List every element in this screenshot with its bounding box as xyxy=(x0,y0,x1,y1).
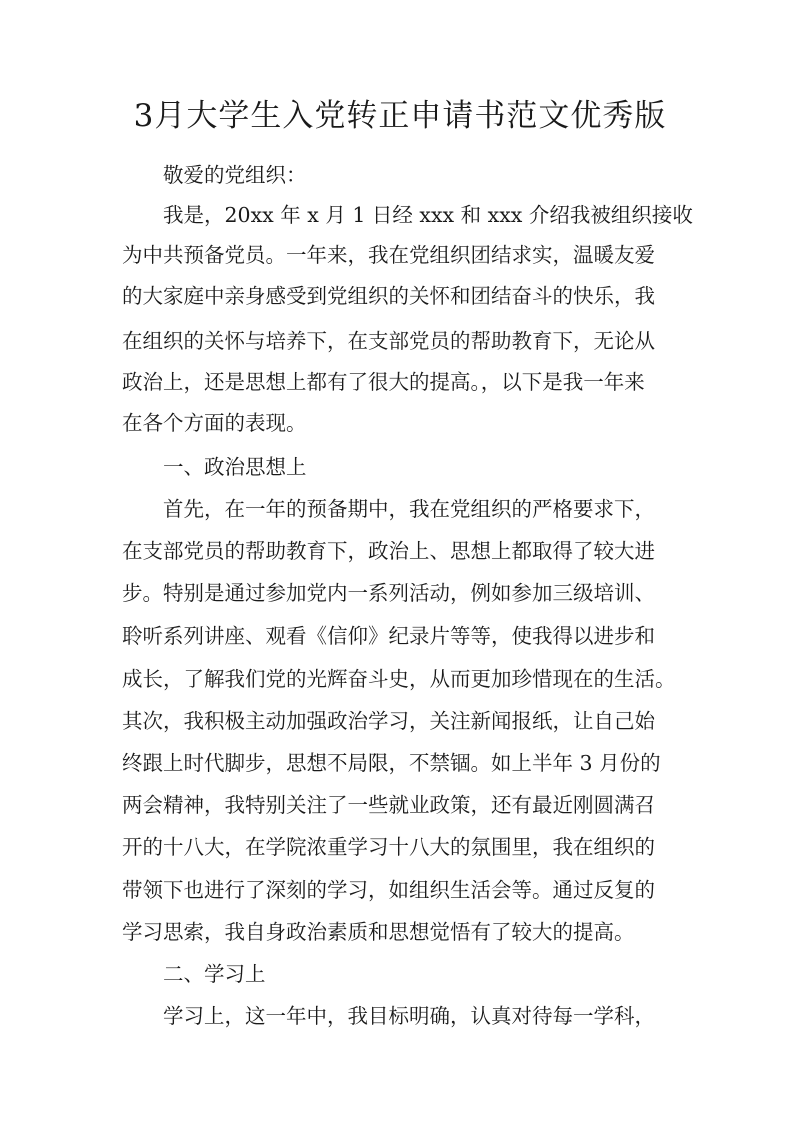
paragraph-line: 学习上，这一年中，我目标明确，认真对待每一学科， xyxy=(163,1004,655,1028)
section-heading-study: 二、学习上 xyxy=(163,962,266,986)
paragraph-line: 带领下也进行了深刻的学习，如组织生活会等。通过反复的 xyxy=(122,878,655,902)
paragraph-line: 终跟上时代脚步，思想不局限，不禁锢。如上半年 3 月份的 xyxy=(122,751,661,775)
paragraph-line: 两会精神，我特别关注了一些就业政策，还有最近刚圆满召 xyxy=(122,793,655,817)
paragraph-line: 成长，了解我们党的光辉奋斗史，从而更加珍惜现在的生活。 xyxy=(122,667,676,691)
paragraph-line: 政治上，还是思想上都有了很大的提高。，以下是我一年来 xyxy=(122,370,645,394)
paragraph-line: 我是，20xx 年 x 月 1 日经 xxx 和 xxx 介绍我被组织接收 xyxy=(163,203,693,227)
salutation: 敬爱的党组织： xyxy=(163,163,307,187)
paragraph-line: 学习思索，我自身政治素质和思想觉悟有了较大的提高。 xyxy=(122,920,635,944)
paragraph-line: 在各个方面的表现。 xyxy=(122,411,307,435)
paragraph-line: 的大家庭中亲身感受到党组织的关怀和团结奋斗的快乐，我 xyxy=(122,284,655,308)
paragraph-line: 步。特别是通过参加党内一系列活动，例如参加三级培训、 xyxy=(122,581,655,605)
section-heading-politics: 一、政治思想上 xyxy=(163,455,307,479)
paragraph-line: 为中共预备党员。一年来，我在党组织团结求实，温暖友爱 xyxy=(122,243,655,267)
document-title: 3月大学生入党转正申请书范文优秀版 xyxy=(133,98,667,134)
paragraph-line: 在支部党员的帮助教育下，政治上、思想上都取得了较大进 xyxy=(122,539,655,563)
paragraph-line: 在组织的关怀与培养下，在支部党员的帮助教育下，无论从 xyxy=(122,329,655,353)
paragraph-line: 聆听系列讲座、观看《信仰》纪录片等等，使我得以进步和 xyxy=(122,624,655,648)
paragraph-line: 首先，在一年的预备期中，我在党组织的严格要求下， xyxy=(163,497,655,521)
paragraph-line: 其次，我积极主动加强政治学习，关注新闻报纸，让自己始 xyxy=(122,709,655,733)
paragraph-line: 开的十八大，在学院浓重学习十八大的氛围里，我在组织的 xyxy=(122,835,655,859)
